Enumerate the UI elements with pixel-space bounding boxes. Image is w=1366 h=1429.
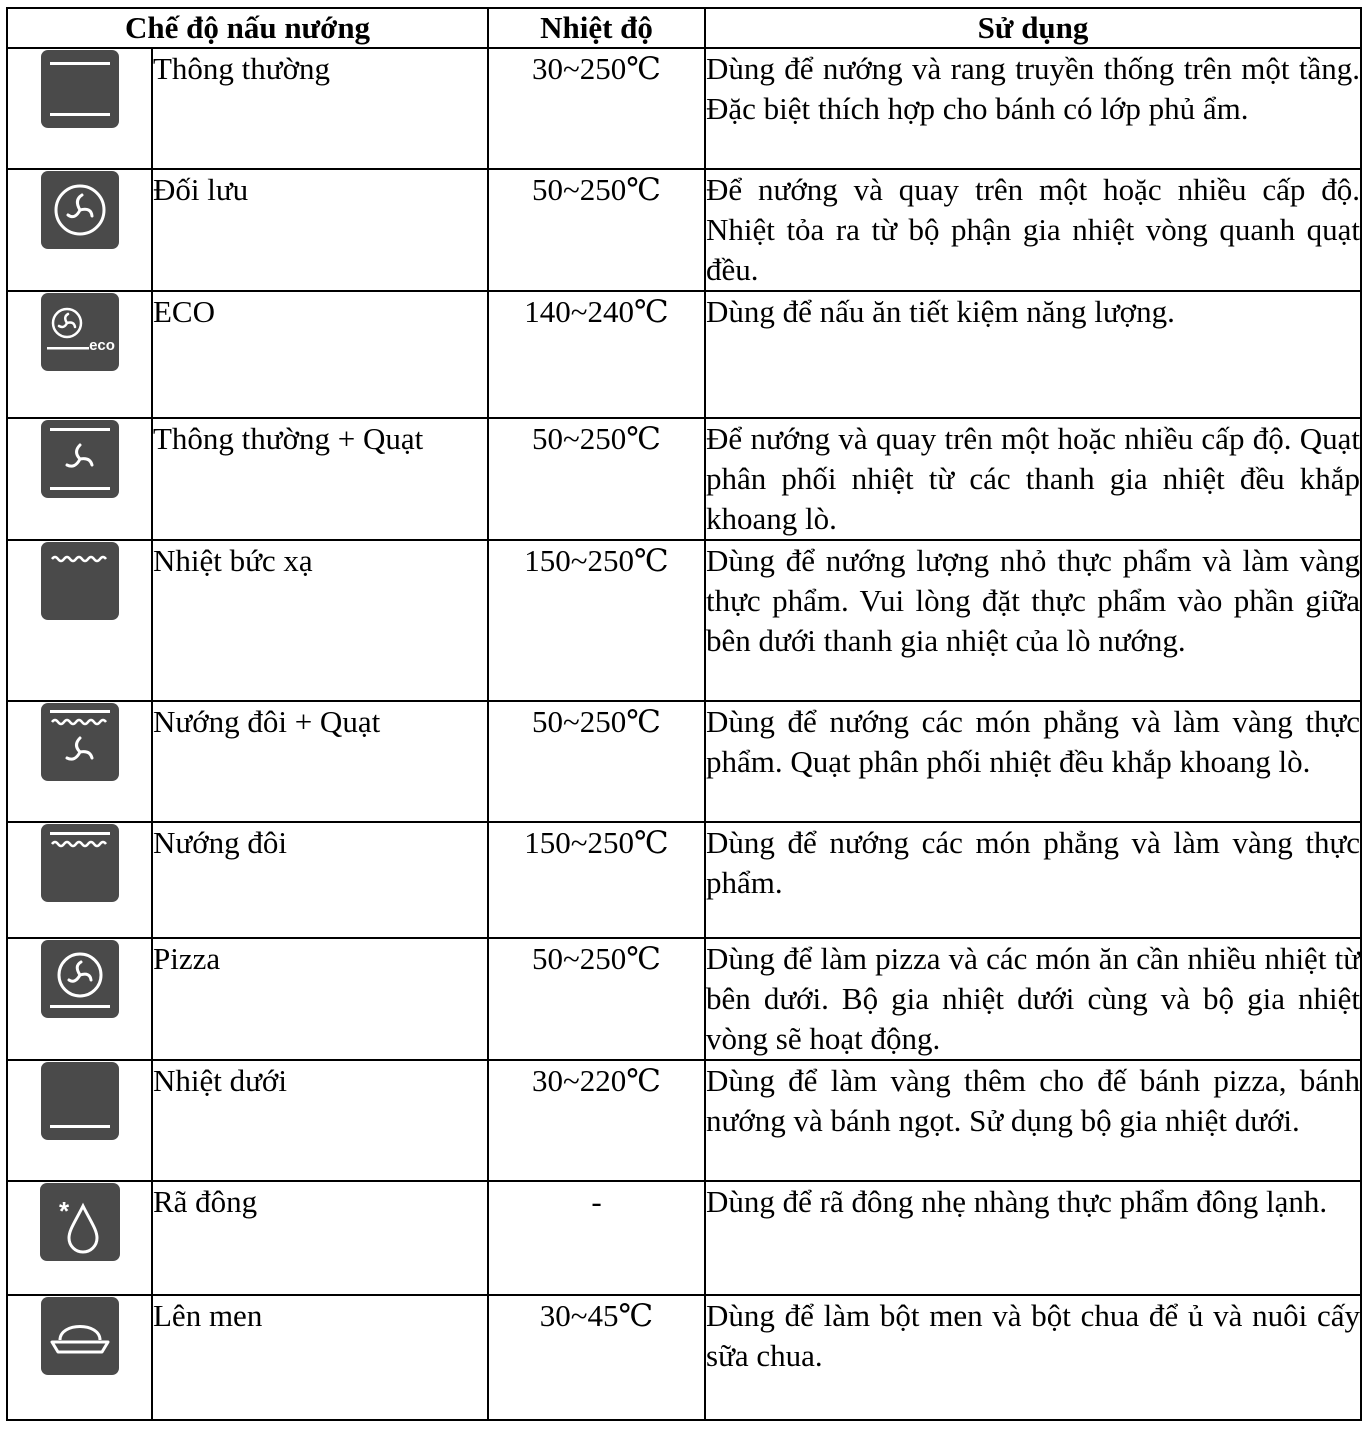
mode-temperature: 50~250℃ — [488, 418, 705, 540]
table-row — [7, 938, 1361, 1060]
defrost-icon — [7, 1181, 152, 1295]
table-row — [7, 540, 1361, 701]
mode-temperature: 150~250℃ — [488, 822, 705, 938]
mode-temperature: 30~220℃ — [488, 1060, 705, 1181]
mode-temperature: 50~250℃ — [488, 701, 705, 822]
mode-name: Nướng đôi — [152, 822, 488, 938]
eco-label: eco — [88, 337, 115, 354]
mode-usage: Dùng để làm bột men và bột chua để ủ và nuôi cấy sữa chua. — [705, 1295, 1361, 1420]
mode-temperature: 30~45℃ — [488, 1295, 705, 1420]
mode-usage: Để nướng và quay trên một hoặc nhiều cấp độ. Nhiệt tỏa ra từ bộ phận gia nhiệt vòng quanh quạt đều. — [705, 169, 1361, 291]
table-header-row — [7, 8, 1361, 48]
mode-name: Thông thường + Quạt — [152, 418, 488, 540]
mode-temperature: 30~250℃ — [488, 48, 705, 169]
mode-usage: Dùng để làm pizza và các món ăn cần nhiều nhiệt từ bên dưới. Bộ gia nhiệt dưới cùng và bộ gia nhiệt vòng sẽ hoạt động. — [705, 938, 1361, 1060]
mode-name: Nhiệt bức xạ — [152, 540, 488, 701]
mode-usage: Dùng để làm vàng thêm cho đế bánh pizza, bánh nướng và bánh ngọt. Sử dụng bộ gia nhiệt dưới. — [705, 1060, 1361, 1181]
mode-usage: Dùng để nướng các món phẳng và làm vàng thực phẩm. — [705, 822, 1361, 938]
table-row — [7, 822, 1361, 938]
mode-name: Pizza — [152, 938, 488, 1060]
mode-name: ECO — [152, 291, 488, 418]
proofing-icon — [7, 1295, 152, 1420]
mode-usage: Dùng để nấu ăn tiết kiệm năng lượng. — [705, 291, 1361, 418]
mode-usage: Dùng để nướng các món phẳng và làm vàng thực phẩm. Quạt phân phối nhiệt đều khắp khoang lò. — [705, 701, 1361, 822]
table-row — [7, 1181, 1361, 1295]
table-row — [7, 169, 1361, 291]
convection-fan-icon — [7, 169, 152, 291]
mode-usage: Dùng để nướng lượng nhỏ thực phẩm và làm vàng thực phẩm. Vui lòng đặt thực phẩm vào phần giữa bên dưới thanh gia nhiệt của lò nướng. — [705, 540, 1361, 701]
pizza-icon — [7, 938, 152, 1060]
mode-temperature: - — [488, 1181, 705, 1295]
cooking-modes-table — [6, 7, 1362, 1421]
mode-temperature: 50~250℃ — [488, 938, 705, 1060]
table-row — [7, 1060, 1361, 1181]
header-mode: Chế độ nấu nướng — [7, 8, 488, 48]
conventional-icon — [7, 48, 152, 169]
mode-name: Nhiệt dưới — [152, 1060, 488, 1181]
mode-name: Lên men — [152, 1295, 488, 1420]
table-row — [7, 701, 1361, 822]
mode-temperature: 140~240℃ — [488, 291, 705, 418]
header-temperature: Nhiệt độ — [488, 8, 705, 48]
mode-usage: Dùng để nướng và rang truyền thống trên một tầng. Đặc biệt thích hợp cho bánh có lớp phủ ẩm. — [705, 48, 1361, 169]
table-row — [7, 48, 1361, 169]
mode-name: Rã đông — [152, 1181, 488, 1295]
bottom-heat-icon — [7, 1060, 152, 1181]
svg-text:*: * — [58, 1196, 69, 1226]
table-row — [7, 1295, 1361, 1420]
eco-icon — [7, 291, 152, 418]
mode-name: Đối lưu — [152, 169, 488, 291]
radiant-grill-icon — [7, 540, 152, 701]
table-row — [7, 291, 1361, 418]
mode-temperature: 50~250℃ — [488, 169, 705, 291]
mode-temperature: 150~250℃ — [488, 540, 705, 701]
double-grill-fan-icon — [7, 701, 152, 822]
conventional-fan-icon — [7, 418, 152, 540]
table-row — [7, 418, 1361, 540]
header-usage: Sử dụng — [705, 8, 1361, 48]
mode-name: Nướng đôi + Quạt — [152, 701, 488, 822]
double-grill-icon — [7, 822, 152, 938]
mode-usage: Để nướng và quay trên một hoặc nhiều cấp độ. Quạt phân phối nhiệt từ các thanh gia nhiệt đều khắp khoang lò. — [705, 418, 1361, 540]
mode-usage: Dùng để rã đông nhẹ nhàng thực phẩm đông lạnh. — [705, 1181, 1361, 1295]
mode-name: Thông thường — [152, 48, 488, 169]
